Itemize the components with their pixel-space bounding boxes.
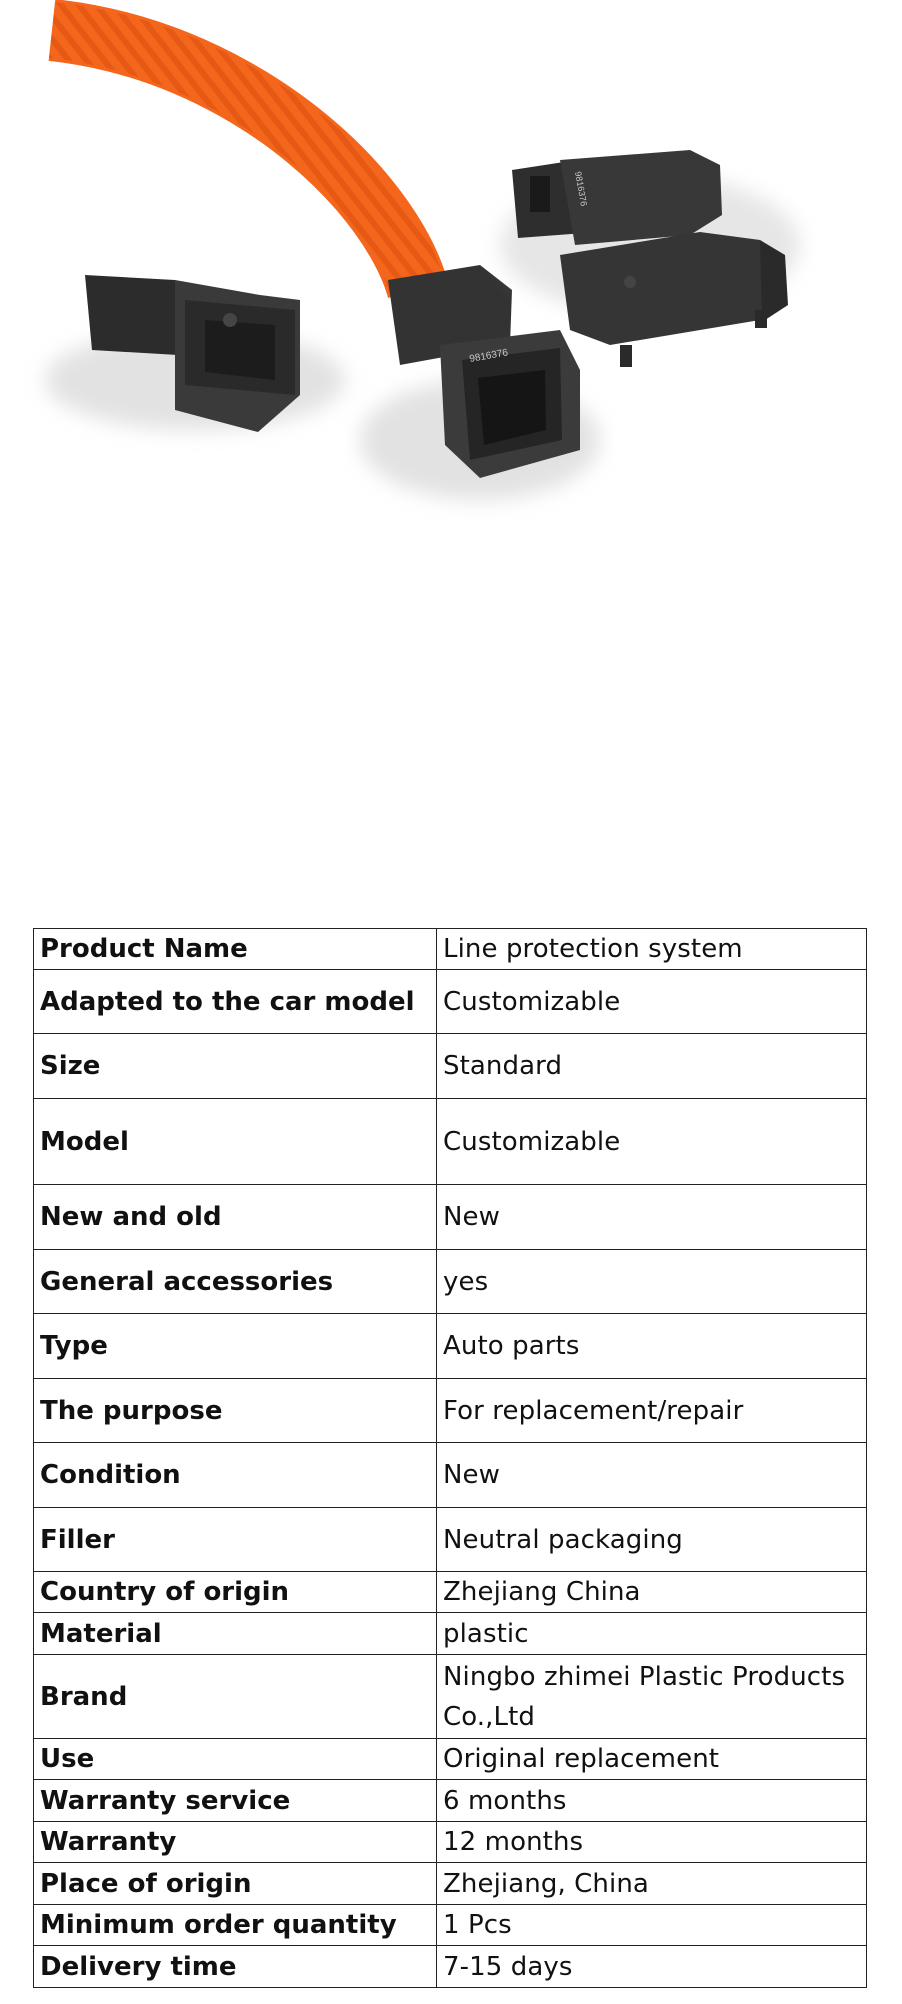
- spec-label: Brand: [34, 1655, 437, 1739]
- spec-row: [34, 970, 867, 1034]
- connector-marking-right: 9816376: [573, 170, 589, 207]
- spec-value: Zhejiang, China: [437, 1863, 867, 1905]
- spec-label: Material: [34, 1613, 437, 1655]
- spec-label: Size: [34, 1034, 437, 1099]
- spec-value: New: [437, 1443, 867, 1508]
- spec-label: The purpose: [34, 1379, 437, 1443]
- spec-value: 1 Pcs: [437, 1905, 867, 1946]
- spec-row: [34, 1822, 867, 1863]
- spec-row: [34, 1185, 867, 1250]
- spec-value: Original replacement: [437, 1739, 867, 1780]
- spec-row: [34, 1739, 867, 1780]
- spec-row: [34, 1099, 867, 1185]
- spec-value: Zhejiang China: [437, 1572, 867, 1613]
- spec-label: Product Name: [34, 929, 437, 970]
- spec-label: Minimum order quantity: [34, 1905, 437, 1946]
- spec-label: Warranty: [34, 1822, 437, 1863]
- spec-row: [34, 1780, 867, 1822]
- spec-label: Country of origin: [34, 1572, 437, 1613]
- spec-label: Place of origin: [34, 1863, 437, 1905]
- spec-value: 6 months: [437, 1780, 867, 1822]
- spec-value: Customizable: [437, 970, 867, 1034]
- spec-value: Ningbo zhimei Plastic Products Co.,Ltd: [437, 1655, 867, 1739]
- spec-row: [34, 1379, 867, 1443]
- spec-value: For replacement/repair: [437, 1379, 867, 1443]
- spec-row: [34, 1250, 867, 1314]
- spec-row: [34, 1946, 867, 1988]
- spec-label: Type: [34, 1314, 437, 1379]
- spec-label: Filler: [34, 1508, 437, 1572]
- spec-row: [34, 1034, 867, 1099]
- spec-label: Use: [34, 1739, 437, 1780]
- spec-value: Line protection system: [437, 929, 867, 970]
- spec-row: [34, 1863, 867, 1905]
- spec-label: Condition: [34, 1443, 437, 1508]
- spec-row: [34, 1655, 867, 1739]
- spec-label: Model: [34, 1099, 437, 1185]
- spec-row: [34, 1508, 867, 1572]
- spec-value: Neutral packaging: [437, 1508, 867, 1572]
- left-connector: [45, 275, 345, 432]
- spec-value: New: [437, 1185, 867, 1250]
- spec-row: [34, 1314, 867, 1379]
- spec-value: Customizable: [437, 1099, 867, 1185]
- spec-row: [34, 1613, 867, 1655]
- spec-value: 12 months: [437, 1822, 867, 1863]
- spec-value: Auto parts: [437, 1314, 867, 1379]
- spec-label: New and old: [34, 1185, 437, 1250]
- spec-label: Warranty service: [34, 1780, 437, 1822]
- spec-row: [34, 1572, 867, 1613]
- connector-marking-center: 9816376: [468, 347, 509, 365]
- spec-value: Standard: [437, 1034, 867, 1099]
- spec-row: [34, 1443, 867, 1508]
- spec-label: Adapted to the car model: [34, 970, 437, 1034]
- spec-label: Delivery time: [34, 1946, 437, 1988]
- right-connector-lower: [560, 232, 788, 367]
- spec-row: [34, 929, 867, 970]
- spec-value: plastic: [437, 1613, 867, 1655]
- product-specification-table: [33, 928, 867, 1988]
- spec-row: [34, 1905, 867, 1946]
- product-image: [0, 0, 902, 560]
- product-photo-illustration: [0, 0, 902, 560]
- spec-value: 7-15 days: [437, 1946, 867, 1988]
- spec-label: General accessories: [34, 1250, 437, 1314]
- spec-value: yes: [437, 1250, 867, 1314]
